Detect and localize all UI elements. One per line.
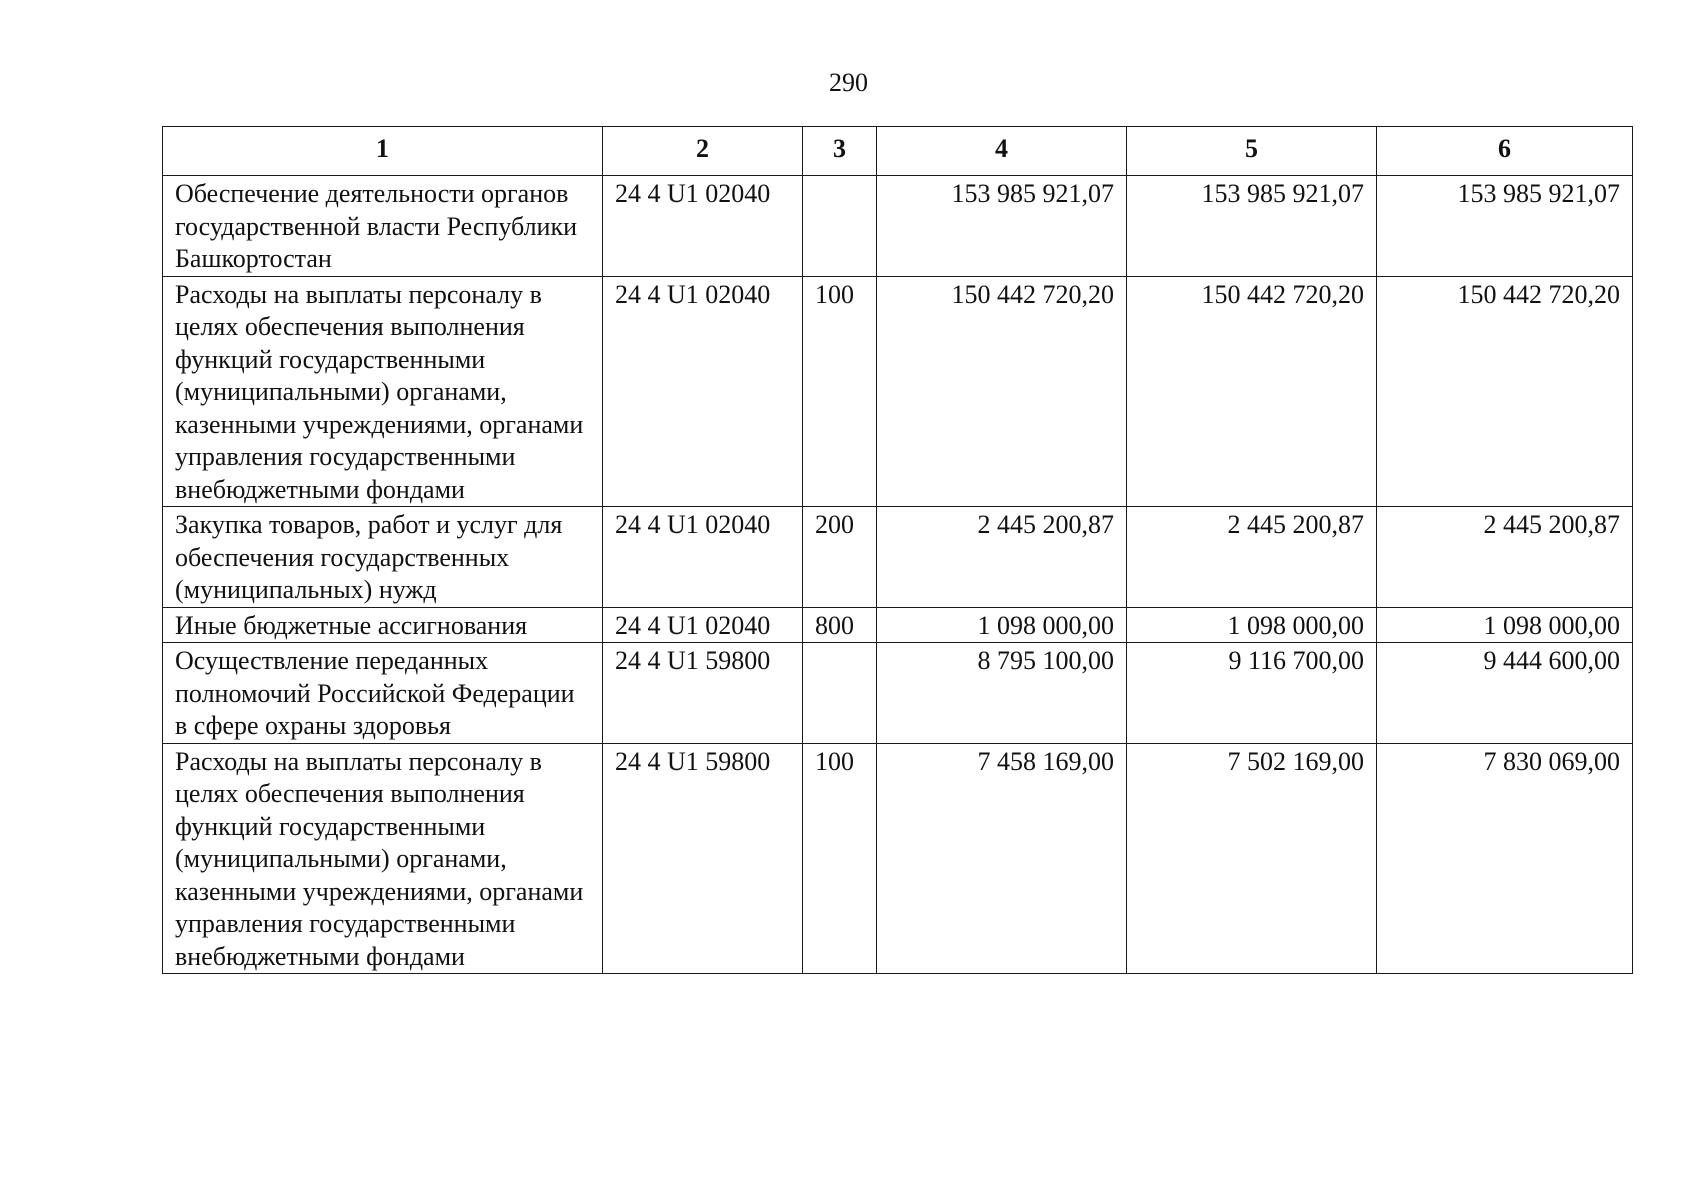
- row-code-cell: 24 4 U1 59800: [603, 643, 803, 744]
- column-header-1: 1: [163, 127, 603, 176]
- table-row: [163, 507, 1633, 608]
- row-value-3-cell: 1 098 000,00: [1377, 607, 1633, 643]
- row-value-2-cell: 1 098 000,00: [1127, 607, 1377, 643]
- row-name-cell: Расходы на выплаты персоналу в целях обеспечения выполнения функций государственными (муниципальными) органами, казенными учреждениями, органами управления государственными внебюджетными фондами: [163, 276, 603, 507]
- row-name-cell: Закупка товаров, работ и услуг для обеспечения государственных (муниципальных) нужд: [163, 507, 603, 608]
- row-code-cell: 24 4 U1 02040: [603, 607, 803, 643]
- column-header-2: 2: [603, 127, 803, 176]
- row-code-cell: 24 4 U1 02040: [603, 507, 803, 608]
- row-type-cell: [803, 176, 877, 277]
- row-value-2-cell: 150 442 720,20: [1127, 276, 1377, 507]
- row-value-3-cell: 7 830 069,00: [1377, 743, 1633, 974]
- table-row: [163, 643, 1633, 744]
- row-value-2-cell: 9 116 700,00: [1127, 643, 1377, 744]
- row-value-3-cell: 153 985 921,07: [1377, 176, 1633, 277]
- column-header-6: 6: [1377, 127, 1633, 176]
- row-name-cell: Расходы на выплаты персоналу в целях обеспечения выполнения функций государственными (муниципальными) органами, казенными учреждениями, органами управления государственными внебюджетными фондами: [163, 743, 603, 974]
- table-row: [163, 607, 1633, 643]
- row-code-cell: 24 4 U1 02040: [603, 276, 803, 507]
- row-value-1-cell: 150 442 720,20: [877, 276, 1127, 507]
- row-value-2-cell: 2 445 200,87: [1127, 507, 1377, 608]
- table-row: [163, 743, 1633, 974]
- row-type-cell: 800: [803, 607, 877, 643]
- table-header-row: [163, 127, 1633, 176]
- row-value-3-cell: 2 445 200,87: [1377, 507, 1633, 608]
- column-header-5: 5: [1127, 127, 1377, 176]
- column-header-4: 4: [877, 127, 1127, 176]
- row-name-cell: Иные бюджетные ассигнования: [163, 607, 603, 643]
- row-code-cell: 24 4 U1 02040: [603, 176, 803, 277]
- table-row: [163, 176, 1633, 277]
- column-header-3: 3: [803, 127, 877, 176]
- row-value-2-cell: 153 985 921,07: [1127, 176, 1377, 277]
- row-name-cell: Осуществление переданных полномочий Российской Федерации в сфере охраны здоровья: [163, 643, 603, 744]
- row-type-cell: 100: [803, 743, 877, 974]
- row-type-cell: 200: [803, 507, 877, 608]
- row-value-1-cell: 7 458 169,00: [877, 743, 1127, 974]
- row-value-3-cell: 9 444 600,00: [1377, 643, 1633, 744]
- row-type-cell: [803, 643, 877, 744]
- row-value-1-cell: 153 985 921,07: [877, 176, 1127, 277]
- row-value-2-cell: 7 502 169,00: [1127, 743, 1377, 974]
- budget-table: [162, 126, 1633, 974]
- row-value-1-cell: 1 098 000,00: [877, 607, 1127, 643]
- page-number: 290: [829, 68, 868, 97]
- table-row: [163, 276, 1633, 507]
- row-name-cell: Обеспечение деятельности органов государственной власти Республики Башкортостан: [163, 176, 603, 277]
- row-value-3-cell: 150 442 720,20: [1377, 276, 1633, 507]
- row-type-cell: 100: [803, 276, 877, 507]
- row-value-1-cell: 8 795 100,00: [877, 643, 1127, 744]
- row-value-1-cell: 2 445 200,87: [877, 507, 1127, 608]
- row-code-cell: 24 4 U1 59800: [603, 743, 803, 974]
